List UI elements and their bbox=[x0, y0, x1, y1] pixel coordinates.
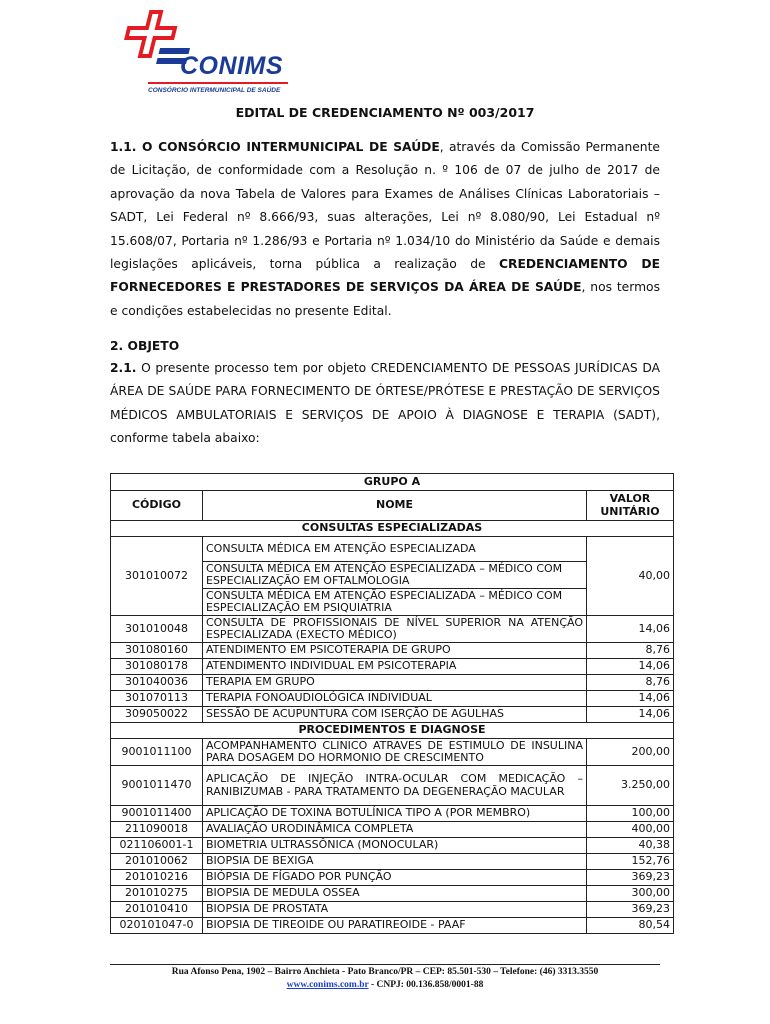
table-cell-value: 40,38 bbox=[587, 838, 674, 854]
intro-number: 1.1. O CONSÓRCIO INTERMUNICIPAL DE SAÚDE bbox=[110, 140, 440, 154]
table-row bbox=[111, 643, 674, 659]
table-row bbox=[111, 707, 674, 723]
document-title: EDITAL DE CREDENCIAMENTO Nº 003/2017 bbox=[235, 105, 535, 120]
table-cell-value: 8,76 bbox=[587, 675, 674, 691]
table-cell-name: BIOPSIA DE TIREOIDE OU PARATIREOIDE - PAAF bbox=[203, 918, 587, 934]
table-cell-value: 40,00 bbox=[587, 537, 674, 616]
table-section-consultas: CONSULTAS ESPECIALIZADAS bbox=[111, 521, 674, 537]
table-cell-code: 301080160 bbox=[111, 643, 203, 659]
table-cell-code: 201010275 bbox=[111, 886, 203, 902]
table-cell-code: 021106001-1 bbox=[111, 838, 203, 854]
logo-divider bbox=[148, 82, 288, 84]
table-cell-value: 14,06 bbox=[587, 691, 674, 707]
services-table bbox=[110, 473, 674, 934]
table-cell-name: SESSÃO DE ACUPUNTURA COM ISERÇÃO DE AGULHAS bbox=[203, 707, 587, 723]
table-cell-name: BIOPSIA DE PROSTATA bbox=[203, 902, 587, 918]
page-footer bbox=[110, 964, 660, 992]
table-cell-value: 8,76 bbox=[587, 643, 674, 659]
section-2-text: O presente processo tem por objeto CREDENCIAMENTO DE PESSOAS JURÍDICAS DA ÁREA DE SAÚDE PARA FORNECIMENTO DE ÓRTESE/PRÓTESE E PRESTAÇÃO DE SERVIÇOS MÉDICOS AMBULATORIAIS E SERVIÇOS DE APOIO À DIAGNOSE E TERAPIA (SADT), conforme tabela abaixo: bbox=[110, 361, 660, 446]
table-row bbox=[111, 918, 674, 934]
logo-name: CONIMS bbox=[180, 52, 283, 80]
intro-highlight: CREDENCIAMENTO DE FORNECEDORES E PRESTADORES DE SERVIÇOS DA ÁREA DE SAÚDE bbox=[110, 257, 660, 295]
table-cell-value: 14,06 bbox=[587, 659, 674, 675]
intro-paragraph bbox=[110, 136, 660, 323]
table-cell-value: 3.250,00 bbox=[587, 766, 674, 806]
table-cell-name: APLICAÇÃO DE TOXINA BOTULÍNICA TIPO A (POR MEMBRO) bbox=[203, 806, 587, 822]
table-cell-name: BIOPSIA DE MEDULA OSSEA bbox=[203, 886, 587, 902]
table-cell-code: 201010216 bbox=[111, 870, 203, 886]
table-row bbox=[111, 838, 674, 854]
table-cell-name: BIOMETRIA ULTRASSÔNICA (MONOCULAR) bbox=[203, 838, 587, 854]
table-row bbox=[111, 886, 674, 902]
logo-subtitle: CONSÓRCIO INTERMUNICIPAL DE SAÚDE bbox=[148, 87, 281, 94]
table-cell-value: 200,00 bbox=[587, 739, 674, 766]
footer-cnpj: - CNPJ: 00.136.858/0001-88 bbox=[368, 980, 484, 990]
table-cell-code: 201010062 bbox=[111, 854, 203, 870]
conims-logo bbox=[108, 8, 288, 96]
footer-address: Rua Afonso Pena, 1902 – Bairro Anchieta - Pato Branco/PR – CEP: 85.501-530 – Telefone: (46) 3313.3550 bbox=[171, 967, 599, 977]
column-header-value: VALOR UNITÁRIO bbox=[587, 491, 674, 521]
section-2-paragraph bbox=[110, 357, 660, 451]
table-cell-value: 80,54 bbox=[587, 918, 674, 934]
table-cell-code: 211090018 bbox=[111, 822, 203, 838]
table-cell-name: CONSULTA MÉDICA EM ATENÇÃO ESPECIALIZADA – MÉDICO COM ESPECIALIZAÇÃO EM PSIQUIATRIA bbox=[203, 589, 587, 616]
table-row bbox=[111, 659, 674, 675]
table-row bbox=[111, 691, 674, 707]
footer-contact bbox=[110, 979, 660, 992]
column-header-code: CÓDIGO bbox=[111, 491, 203, 521]
table-cell-code: 309050022 bbox=[111, 707, 203, 723]
table-cell-name: BIOPSIA DE BEXIGA bbox=[203, 854, 587, 870]
table-row bbox=[111, 870, 674, 886]
table-cell-value: 369,23 bbox=[587, 870, 674, 886]
table-section-procedimentos: PROCEDIMENTOS E DIAGNOSE bbox=[111, 723, 674, 739]
section-2-number: 2.1. bbox=[110, 361, 137, 375]
table-cell-name: CONSULTA MÉDICA EM ATENÇÃO ESPECIALIZADA – MÉDICO COM ESPECIALIZAÇÃO EM OFTALMOLOGIA bbox=[203, 562, 587, 589]
table-cell-name: TERAPIA EM GRUPO bbox=[203, 675, 587, 691]
intro-tail: , nos termos e condições estabelecidas no presente Edital. bbox=[110, 280, 660, 318]
table-row bbox=[111, 675, 674, 691]
table-row bbox=[111, 854, 674, 870]
intro-text: , através da Comissão Permanente de Licitação, de conformidade com a Resolução n. º 106 de 07 de julho de 2017 de aprovação da nova Tabela de Valores para Exames de Análises Clínicas Laboratoriais – SADT, Lei Federal nº 8.666/93, suas alterações, Lei nº 8.080/90, Lei Estadual nº 15.608/07, Portaria nº 1.286/93 e Portaria nº 1.034/10 do Ministério da Saúde e demais legislações aplicáveis, torna pública a realização de bbox=[110, 140, 660, 272]
table-cell-code: 201010410 bbox=[111, 902, 203, 918]
table-cell-value: 300,00 bbox=[587, 886, 674, 902]
table-cell-name: BIÓPSIA DE FÍGADO POR PUNÇÃO bbox=[203, 870, 587, 886]
section-2-title: 2. OBJETO bbox=[110, 339, 180, 353]
column-header-name: NOME bbox=[203, 491, 587, 521]
table-row bbox=[111, 616, 674, 643]
table-cell-name: ACOMPANHAMENTO CLINICO ATRAVES DE ESTIMULO DE INSULINA PARA DOSAGEM DO HORMONIO DE CRESCIMENTO bbox=[203, 739, 587, 766]
table-cell-code: 301070113 bbox=[111, 691, 203, 707]
table-cell-value: 100,00 bbox=[587, 806, 674, 822]
table-cell-name: AVALIAÇÃO URODINÂMICA COMPLETA bbox=[203, 822, 587, 838]
table-row bbox=[111, 902, 674, 918]
table-cell-value: 152,76 bbox=[587, 854, 674, 870]
table-cell-code: 301040036 bbox=[111, 675, 203, 691]
table-group-header: GRUPO A bbox=[111, 474, 674, 491]
footer-rule bbox=[110, 964, 660, 965]
table-row bbox=[111, 822, 674, 838]
table-cell-name: APLICAÇÃO DE INJEÇÃO INTRA-OCULAR COM MEDICAÇÃO – RANIBIZUMAB - PARA TRATAMENTO DA DEGENERAÇÃO MACULAR bbox=[203, 766, 587, 806]
table-cell-code: 301010072 bbox=[111, 537, 203, 616]
table-cell-code: 9001011470 bbox=[111, 766, 203, 806]
table-cell-name: TERAPIA FONOAUDIOLÓGICA INDIVIDUAL bbox=[203, 691, 587, 707]
table-cell-value: 400,00 bbox=[587, 822, 674, 838]
table-cell-code: 301010048 bbox=[111, 616, 203, 643]
table-cell-code: 301080178 bbox=[111, 659, 203, 675]
table-row bbox=[111, 806, 674, 822]
table-cell-value: 14,06 bbox=[587, 707, 674, 723]
table-cell-code: 9001011100 bbox=[111, 739, 203, 766]
table-cell-name: ATENDIMENTO INDIVIDUAL EM PSICOTERAPIA bbox=[203, 659, 587, 675]
table-cell-name: CONSULTA MÉDICA EM ATENÇÃO ESPECIALIZADA bbox=[203, 537, 587, 562]
table-cell-name: ATENDIMENTO EM PSICOTERAPIA DE GRUPO bbox=[203, 643, 587, 659]
table-cell-code: 9001011400 bbox=[111, 806, 203, 822]
table-cell-value: 14,06 bbox=[587, 616, 674, 643]
table-cell-name: CONSULTA DE PROFISSIONAIS DE NÍVEL SUPERIOR NA ATENÇÃO ESPECIALIZADA (EXECTO MÉDICO) bbox=[203, 616, 587, 643]
website-link[interactable]: www.conims.com.br bbox=[286, 980, 369, 990]
table-cell-code: 020101047-0 bbox=[111, 918, 203, 934]
table-row bbox=[111, 766, 674, 806]
table-row bbox=[111, 739, 674, 766]
table-cell-value: 369,23 bbox=[587, 902, 674, 918]
